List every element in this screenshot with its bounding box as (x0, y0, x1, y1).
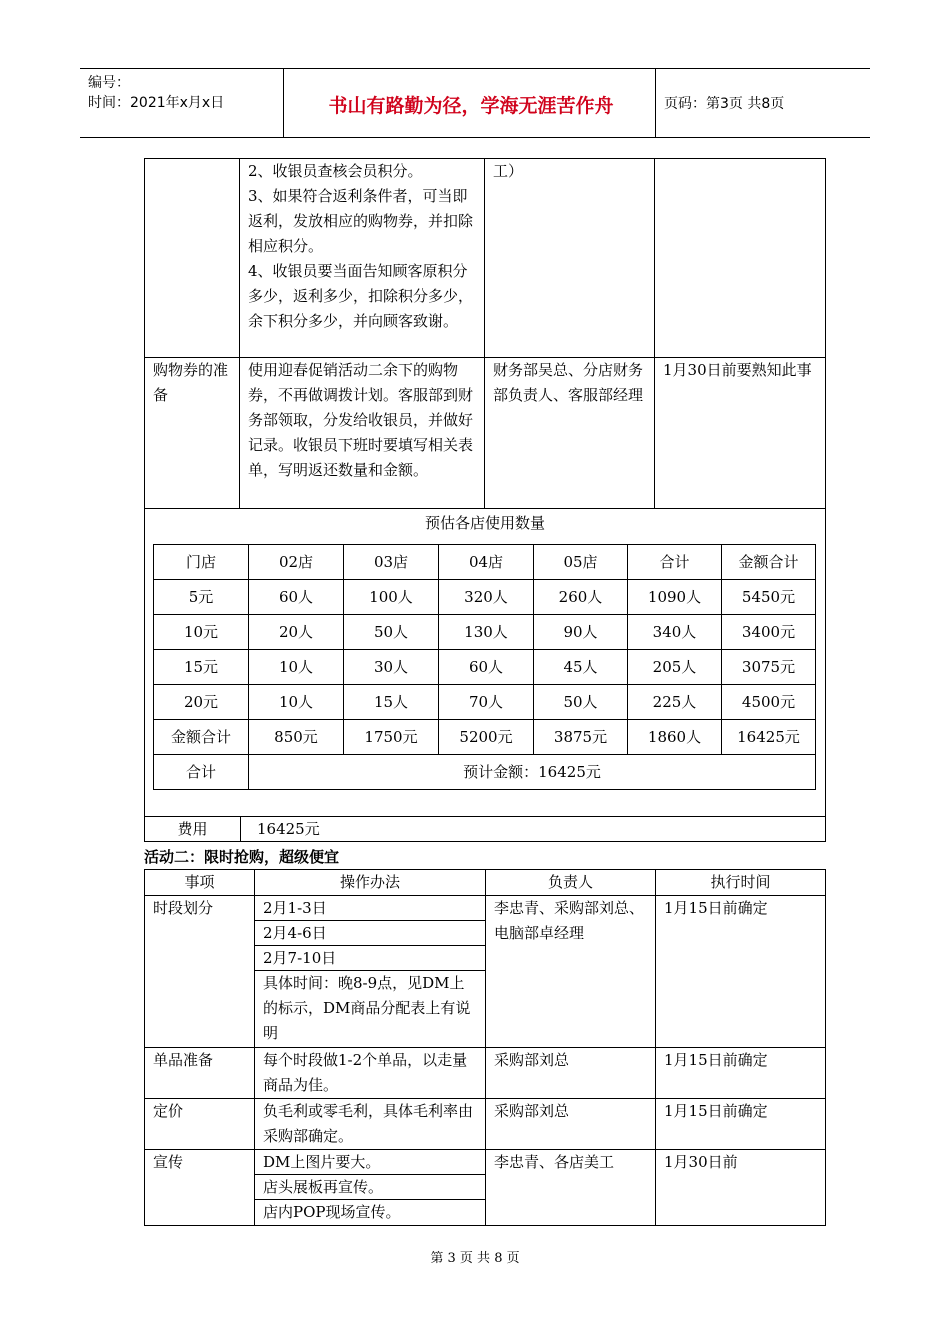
number-label: 编号： (88, 75, 130, 91)
time-cell: 1月30日前 (656, 1150, 826, 1226)
table-cell: 3400元 (722, 615, 816, 650)
table-cell: 1090人 (628, 580, 722, 615)
responsible-cell: 采购部刘总 (486, 1048, 656, 1099)
item-cell: 购物券的准备 (145, 358, 240, 509)
time-cell: 1月15日前确定 (656, 1048, 826, 1099)
column-header: 金额合计 (722, 545, 816, 580)
responsible-cell: 工） (485, 159, 655, 358)
item-cell (145, 159, 240, 358)
table-cell: 850元 (249, 720, 344, 755)
header-divider (655, 69, 656, 137)
item-cell: 单品准备 (145, 1048, 255, 1099)
table-cell: 16425元 (722, 720, 816, 755)
item-cell: 定价 (145, 1099, 255, 1150)
operation-line: 店内POP现场宣传。 (263, 1203, 401, 1221)
table-cell: 50人 (344, 615, 439, 650)
table-cell: 50人 (534, 685, 628, 720)
activity1-table (144, 158, 826, 842)
column-header: 05店 (534, 545, 628, 580)
table-cell: 15元 (154, 650, 249, 685)
estimate-total-row (154, 755, 816, 790)
table-cell: 90人 (534, 615, 628, 650)
activity2-title: 活动二：限时抢购，超级便宜 (144, 848, 340, 866)
operation-cell (255, 1150, 486, 1226)
estimate-row (145, 509, 826, 817)
table-row (145, 1048, 826, 1099)
table-cell: 3875元 (534, 720, 628, 755)
table-row (145, 358, 826, 509)
operation-line: 2月1-3日 (255, 896, 485, 921)
estimate-row-5yuan (154, 580, 816, 615)
item-cell: 宣传 (145, 1150, 255, 1226)
table-cell: 60人 (249, 580, 344, 615)
estimate-cell (145, 509, 826, 817)
responsible-cell: 李忠青、采购部刘总、电脑部卓经理 (486, 896, 656, 1048)
column-header: 03店 (344, 545, 439, 580)
operation-cell (255, 896, 486, 1048)
operation-step: 2、收银员查核会员积分。 (248, 162, 423, 180)
header-page-number: 页码：第3页 共8页 (664, 96, 785, 112)
time-cell: 1月15日前确定 (656, 1099, 826, 1150)
table-cell: 4500元 (722, 685, 816, 720)
table-cell: 5元 (154, 580, 249, 615)
table-row (145, 1150, 826, 1226)
fee-cell (145, 817, 826, 842)
page-footer: 第 3 页 共 8 页 (430, 1251, 520, 1266)
table-cell: 1860人 (628, 720, 722, 755)
time-label: 时间：2021年x月x日 (88, 95, 225, 111)
column-header: 执行时间 (656, 870, 826, 896)
operation-step: 4、收银员要当面告知顾客原积分多少，返利多少，扣除积分多少，余下积分多少，并向顾客致谢。 (248, 262, 474, 330)
responsible-cell: 财务部吴总、分店财务部负责人、客服部经理 (485, 358, 655, 509)
operation-line: 店头展板再宣传。 (255, 1175, 485, 1200)
column-header: 操作办法 (255, 870, 486, 896)
table-cell: 3075元 (722, 650, 816, 685)
header-meta (88, 73, 224, 113)
table-cell: 225人 (628, 685, 722, 720)
table-cell: 10元 (154, 615, 249, 650)
operation-cell (240, 159, 485, 358)
table-cell: 70人 (439, 685, 534, 720)
table-row (145, 896, 826, 1048)
table-cell: 10人 (249, 650, 344, 685)
table-cell: 130人 (439, 615, 534, 650)
column-header: 合计 (628, 545, 722, 580)
time-cell: 1月30日前要熟知此事 (655, 358, 826, 509)
column-header: 事项 (145, 870, 255, 896)
table-cell: 15人 (344, 685, 439, 720)
operation-cell: 负毛利或零毛利，具体毛利率由采购部确定。 (255, 1099, 486, 1150)
column-header: 04店 (439, 545, 534, 580)
table-cell: 10人 (249, 685, 344, 720)
header-divider (283, 69, 284, 137)
table-cell: 5200元 (439, 720, 534, 755)
table-row (145, 159, 826, 358)
operation-line: 2月4-6日 (255, 921, 485, 946)
table-cell: 1750元 (344, 720, 439, 755)
estimate-row-10yuan (154, 615, 816, 650)
operation-step: 3、如果符合返利条件者，可当即返利，发放相应的购物券，并扣除相应积分。 (248, 187, 474, 255)
fee-row (145, 817, 826, 842)
operation-line: 具体时间：晚8-9点，见DM上的标示，DM商品分配表上有说明 (263, 974, 471, 1042)
table-cell: 20元 (154, 685, 249, 720)
table-cell: 60人 (439, 650, 534, 685)
table-cell: 金额合计 (154, 720, 249, 755)
responsible-cell: 李忠青、各店美工 (486, 1150, 656, 1226)
operation-line: 2月7-10日 (255, 946, 485, 971)
total-value: 预计金额：16425元 (249, 755, 816, 790)
operation-line: DM上图片要大。 (255, 1150, 485, 1175)
item-cell: 时段划分 (145, 896, 255, 1048)
table-cell: 340人 (628, 615, 722, 650)
fee-value: 16425元 (257, 820, 320, 838)
activity2-table (144, 869, 826, 1226)
estimate-table (153, 544, 816, 790)
estimate-title: 预估各店使用数量 (424, 514, 545, 532)
time-cell: 1月15日前确定 (656, 896, 826, 1048)
time-cell (655, 159, 826, 358)
responsible-cell: 采购部刘总 (486, 1099, 656, 1150)
column-header: 门店 (154, 545, 249, 580)
column-header: 负责人 (486, 870, 656, 896)
table-cell: 100人 (344, 580, 439, 615)
estimate-row-amount-total (154, 720, 816, 755)
table-cell: 205人 (628, 650, 722, 685)
total-label: 合计 (154, 755, 249, 790)
table-cell: 260人 (534, 580, 628, 615)
operation-cell: 使用迎春促销活动二余下的购物券，不再做调拨计划。客服部到财务部领取，分发给收银员，并做好记录。收银员下班时要填写相关表单，写明返还数量和金额。 (240, 358, 485, 509)
estimate-row-20yuan (154, 685, 816, 720)
estimate-row-15yuan (154, 650, 816, 685)
page-header (80, 68, 870, 138)
table-cell: 45人 (534, 650, 628, 685)
table-row (145, 1099, 826, 1150)
header-row (145, 870, 826, 896)
column-header: 02店 (249, 545, 344, 580)
fee-label: 费用 (145, 817, 241, 841)
table-cell: 20人 (249, 615, 344, 650)
header-motto: 书山有路勤为径，学海无涯苦作舟 (328, 95, 614, 117)
table-cell: 30人 (344, 650, 439, 685)
estimate-header-row (154, 545, 816, 580)
operation-cell: 每个时段做1-2个单品，以走量商品为佳。 (255, 1048, 486, 1099)
table-cell: 5450元 (722, 580, 816, 615)
table-cell: 320人 (439, 580, 534, 615)
